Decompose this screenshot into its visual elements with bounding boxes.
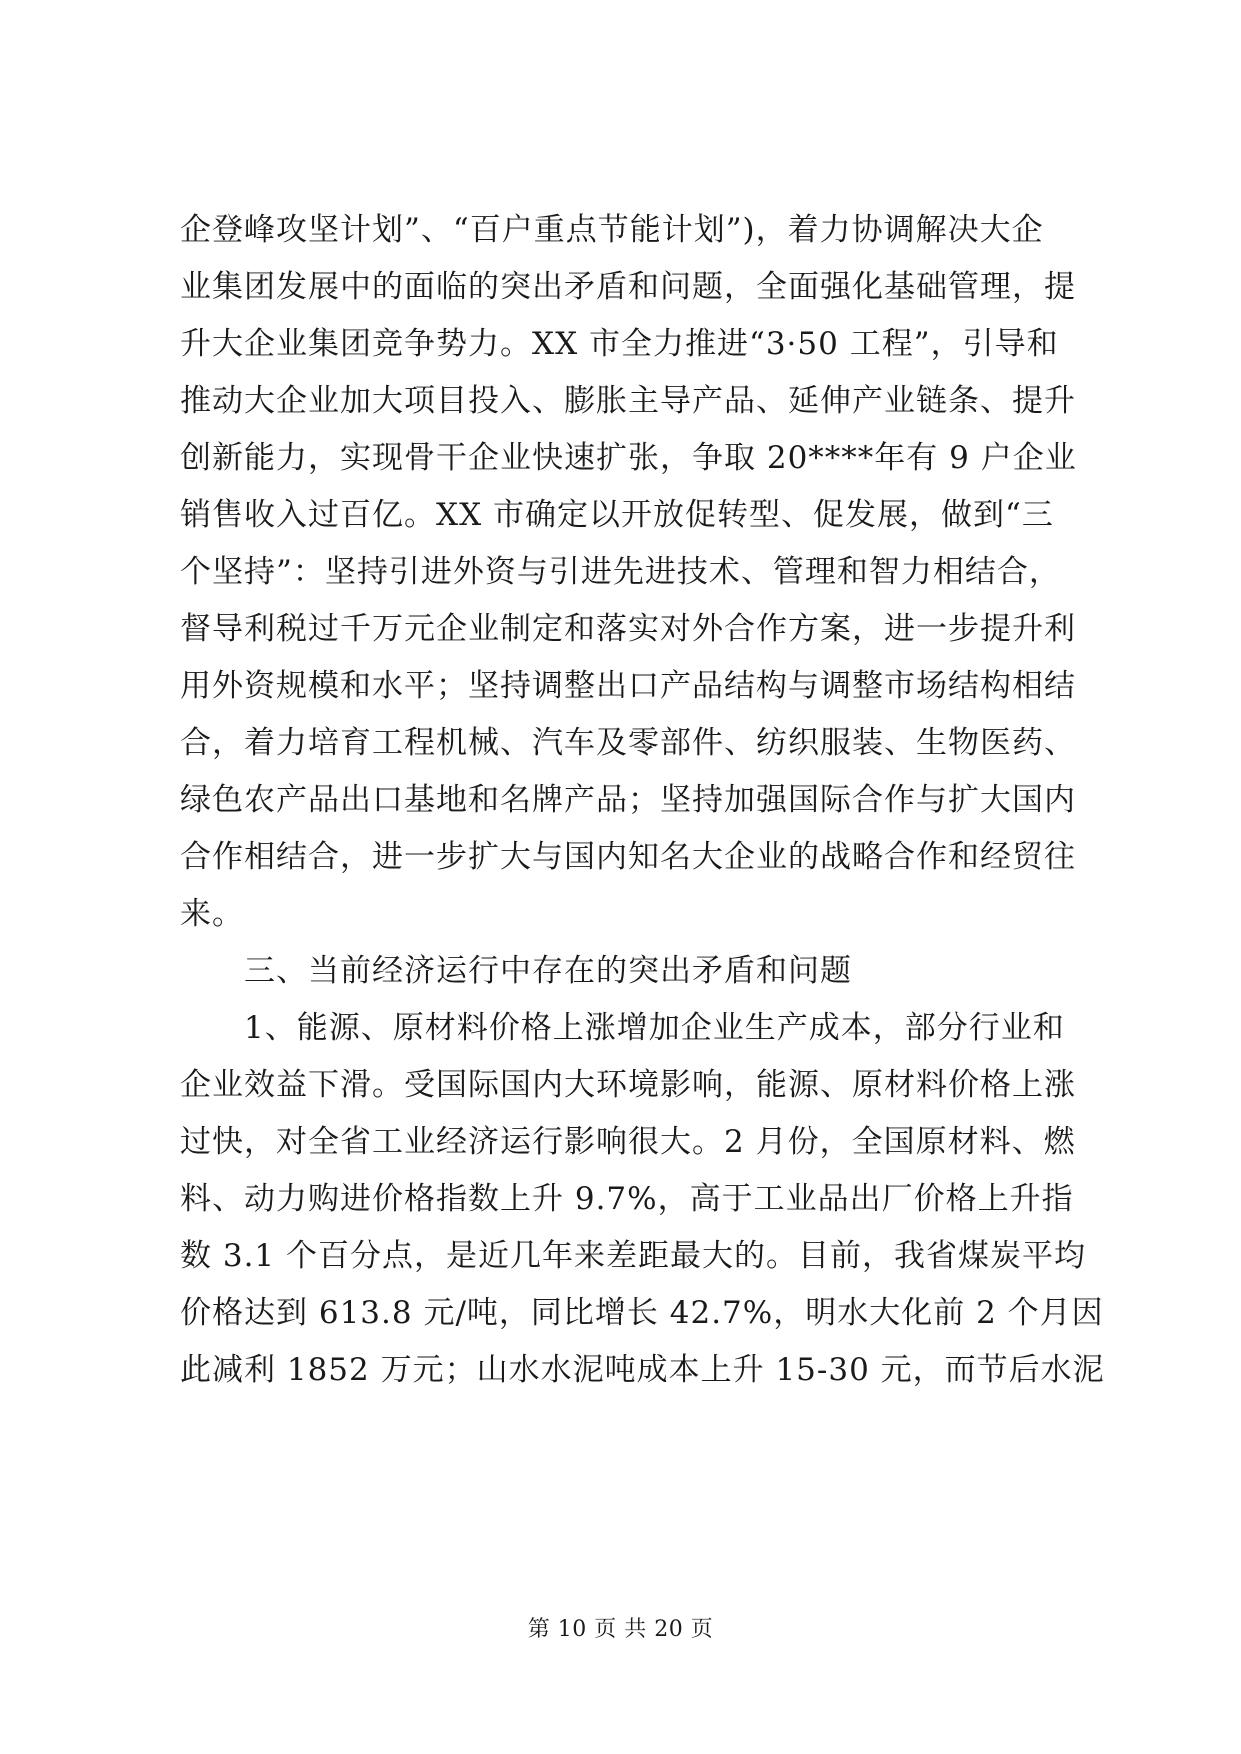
section-heading: 三、当前经济运行中存在的突出矛盾和问题	[244, 953, 852, 989]
body-line: 过快，对全省工业经济运行影响很大。2 月份，全国原材料、燃	[180, 1124, 1076, 1160]
body-line: 用外资规模和水平；坚持调整出口产品结构与调整市场结构相结	[180, 668, 1076, 704]
body-line: 此减利 1852 万元；山水水泥吨成本上升 15-30 元，而节后水泥	[180, 1352, 1105, 1388]
body-line: 料、动力购进价格指数上升 9.7%，高于工业品出厂价格上升指	[180, 1181, 1074, 1217]
body-line: 企业效益下滑。受国际国内大环境影响，能源、原材料价格上涨	[180, 1067, 1076, 1103]
body-line: 督导利税过千万元企业制定和落实对外合作方案，进一步提升利	[180, 611, 1076, 647]
body-line: 企登峰攻坚计划”、“百户重点节能计划”)，着力协调解决大企	[180, 212, 1044, 248]
body-line: 合，着力培育工程机械、汽车及零部件、纺织服装、生物医药、	[180, 725, 1076, 761]
body-line: 合作相结合，进一步扩大与国内知名大企业的战略合作和经贸往	[180, 839, 1076, 875]
body-line: 销售收入过百亿。XX 市确定以开放促转型、促发展，做到“三	[180, 497, 1054, 533]
body-line: 价格达到 613.8 元/吨，同比增长 42.7%，明水大化前 2 个月因	[180, 1295, 1104, 1331]
paragraph-first-line: 1、能源、原材料价格上涨增加企业生产成本，部分行业和	[244, 1010, 1065, 1046]
body-line: 推动大企业加大项目投入、膨胀主导产品、延伸产业链条、提升	[180, 383, 1076, 419]
body-line: 个坚持”：坚持引进外资与引进先进技术、管理和智力相结合，	[180, 554, 1061, 590]
page-number-footer: 第 10 页 共 20 页	[527, 1617, 714, 1642]
body-line: 升大企业集团竞争势力。XX 市全力推进“3·50 工程”，引导和	[180, 326, 1059, 362]
body-line: 业集团发展中的面临的突出矛盾和问题，全面强化基础管理，提	[180, 269, 1076, 305]
body-line: 数 3.1 个百分点，是近几年来差距最大的。目前，我省煤炭平均	[180, 1238, 1087, 1274]
body-line: 来。	[180, 896, 244, 932]
body-line: 创新能力，实现骨干企业快速扩张，争取 20****年有 9 户企业	[180, 440, 1077, 476]
body-line: 绿色农产品出口基地和名牌产品；坚持加强国际合作与扩大国内	[180, 782, 1076, 818]
